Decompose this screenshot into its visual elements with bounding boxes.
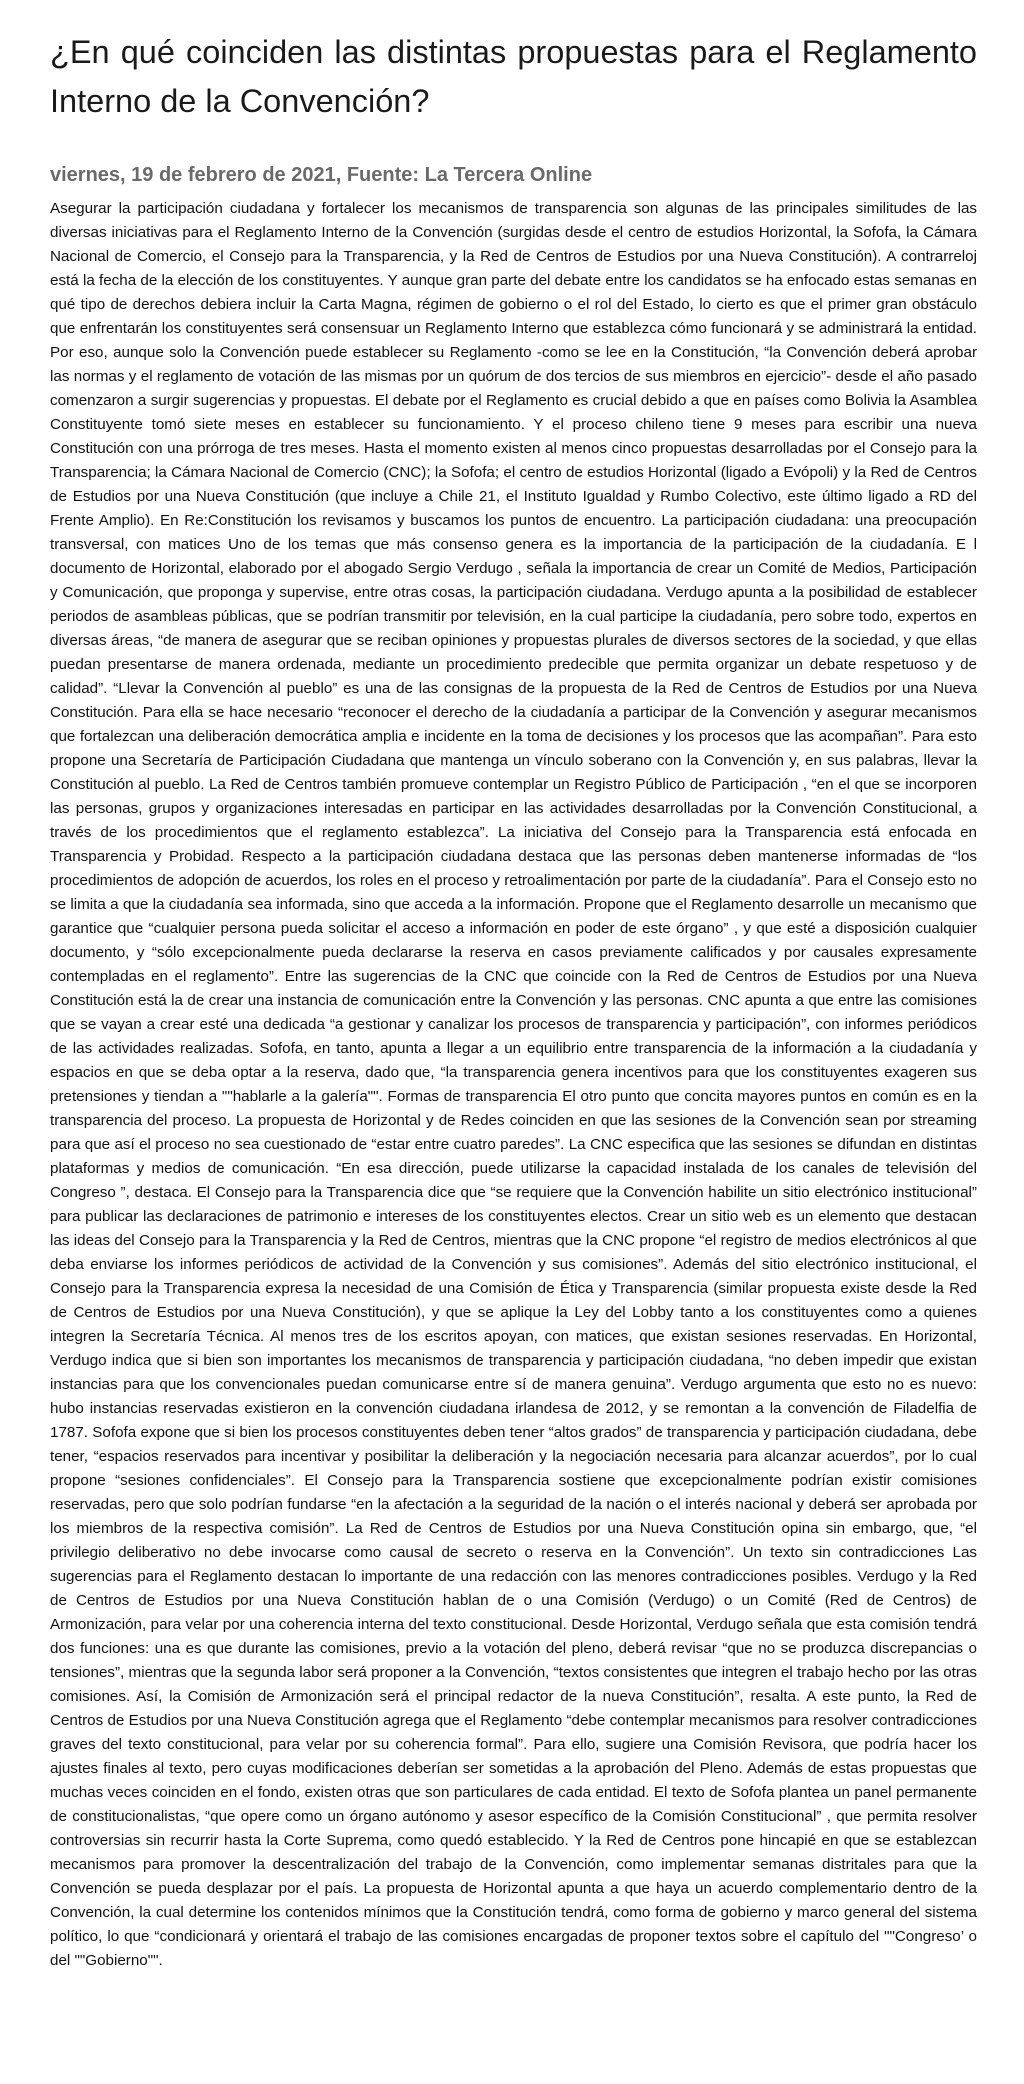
article-title: ¿En qué coinciden las distintas propuestas para el Reglamento Interno de la Convención? xyxy=(50,34,977,119)
article-date-source: viernes, 19 de febrero de 2021, Fuente: La Tercera Online xyxy=(50,164,593,186)
article-body: Asegurar la participación ciudadana y fortalecer los mecanismos de transparencia son algunas de las principales similitudes de las diversas iniciativas para el Reglamento Interno de la Convención (surgidas desde el centro de estudios Horizontal, la Sofofa, la Cámara Nacional de Comercio, el Consejo para la Transparencia, y la Red de Centros de Estudios por una Nueva Constitución). A contrarreloj está la fecha de la elección de los constituyentes. Y aunque gran parte del debate entre los candidatos se ha enfocado estas semanas en qué tipo de derechos debiera incluir la Carta Magna, régimen de gobierno o el rol del Estado, lo cierto es que el primer gran obstáculo que enfrentarán los constituyentes será consensuar un Reglamento Interno que establezca cómo funcionará y se administrará la entidad. Por eso, aunque solo la Convención puede establecer su Reglamento -como se lee en la Constitución, “la Convención deberá aprobar las normas y el reglamento de votación de las mismas por un quórum de dos tercios de sus miembros en ejercicio”- desde el año pasado comenzaron a surgir sugerencias y propuestas. El debate por el Reglamento es crucial debido a que en países como Bolivia la Asamblea Constituyente tomó siete meses en establecer su funcionamiento. Y el proceso chileno tiene 9 meses para escribir una nueva Constitución con una prórroga de tres meses. Hasta el momento existen al menos cinco propuestas desarrolladas por el Consejo para la Transparencia; la Cámara Nacional de Comercio (CNC); la Sofofa; el centro de estudios Horizontal (ligado a Evópoli) y la Red de Centros de Estudios por una Nueva Constitución (que incluye a Chile 21, el Instituto Igualdad y Rumbo Colectivo, este último ligado a RD del Frente Amplio). En Re:Constitución los revisamos y buscamos los puntos de encuentro. La participación ciudadana: una preocupación transversal, con matices Uno de los temas que más consenso genera es la importancia de la participación de la ciudadanía. E l documento de Horizontal, elaborado por el abogado Sergio Verdugo , señala la importancia de crear un Comité de Medios, Participación y Comunicación, que proponga y supervise, entre otras cosas, la participación ciudadana. Verdugo apunta a la posibilidad de establecer periodos de asambleas públicas, que se podrían transmitir por televisión, en la cual participe la ciudadanía, pero sobre todo, expertos en diversas áreas, “de manera de asegurar que se reciban opiniones y propuestas plurales de diversos sectores de la sociedad, y que ellas puedan presentarse de manera ordenada, mediante un procedimiento predecible que permita organizar un debate respetuoso y de calidad”. “Llevar la Convención al pueblo” es una de las consignas de la propuesta de la Red de Centros de Estudios por una Nueva Constitución. Para ella se hace necesario “reconocer el derecho de la ciudadanía a participar de la Convención y asegurar mecanismos que fortalezcan una deliberación democrática amplia e incidente en la toma de decisiones y los procesos que las acompañan”. Para esto propone una Secretaría de Participación Ciudadana que mantenga un vínculo soberano con la Convención y, en sus palabras, llevar la Constitución al pueblo. La Red de Centros también promueve contemplar un Registro Público de Participación , “en el que se incorporen las personas, grupos y organizaciones interesadas en participar en las actividades desarrolladas por la Convención Constitucional, a través de los procedimientos que el reglamento establezca”. La iniciativa del Consejo para la Transparencia está enfocada en Transparencia y Probidad. Respecto a la participación ciudadana destaca que las personas deben mantenerse informadas de “los procedimientos de adopción de acuerdos, los roles en el proceso y retroalimentación por parte de la ciudadanía”. Para el Consejo esto no se limita a que la ciudadanía sea informada, sino que acceda a la información. Propone que el Reglamento desarrolle un mecanismo que garantice que “cualquier persona pueda solicitar el acceso a información en poder de este órgano” , y que esté a disposición cualquier documento, y “sólo excepcionalmente pueda declararse la reserva en casos previamente calificados y por causales expresamente contempladas en el reglamento”. Entre las sugerencias de la CNC que coincide con la Red de Centros de Estudios por una Nueva Constitución está la de crear una instancia de comunicación entre la Convención y las personas. CNC apunta a que entre las comisiones que se vayan a crear esté una dedicada “a gestionar y canalizar los procesos de transparencia y participación”, con informes periódicos de las actividades realizadas. Sofofa, en tanto, apunta a llegar a un equilibrio entre transparencia de la información a la ciudadanía y espacios en que se deba optar a la reserva, dado que, “la transparencia genera incentivos para que los constituyentes exageren sus pretensiones y tiendan a ""hablarle a la galería"". Formas de transparencia El otro punto que concita mayores puntos en común es en la transparencia del proceso. La propuesta de Horizontal y de Redes coinciden en que las sesiones de la Convención sean por streaming para que así el proceso no sea cuestionado de “estar entre cuatro paredes”. La CNC especifica que las sesiones se difundan en distintas plataformas y medios de comunicación. “En esa dirección, puede utilizarse la capacidad instalada de los canales de televisión del Congreso ”, destaca. El Consejo para la Transparencia dice que “se requiere que la Convención habilite un sitio electrónico institucional” para publicar las declaraciones de patrimonio e intereses de los constituyentes electos. Crear un sitio web es un elemento que destacan las ideas del Consejo para la Transparencia y la Red de Centros, mientras que la CNC propone “el registro de medios electrónicos al que deba enviarse los informes periódicos de actividad de la Convención y sus comisiones”. Además del sitio electrónico institucional, el Consejo para la Transparencia expresa la necesidad de una Comisión de Ética y Transparencia (similar propuesta existe desde la Red de Centros de Estudios por una Nueva Constitución), y que se aplique la Ley del Lobby tanto a los constituyentes como a quienes integren la Secretaría Técnica. Al menos tres de los escritos apoyan, con matices, que existan sesiones reservadas. En Horizontal, Verdugo indica que si bien son importantes los mecanismos de transparencia y participación ciudadana, “no deben impedir que existan instancias para que los convencionales puedan comunicarse entre sí de manera genuina”. Verdugo argumenta que esto no es nuevo: hubo instancias reservadas existieron en la convención ciudadana irlandesa de 2012, y se remontan a la convención de Filadelfia de 1787. Sofofa expone que si bien los procesos constituyentes deben tener “altos grados” de transparencia y participación ciudadana, debe tener, “espacios reservados para incentivar y posibilitar la deliberación y la negociación necesaria para alcanzar acuerdos”, por lo cual propone “sesiones confidenciales”. El Consejo para la Transparencia sostiene que excepcionalmente podrían existir comisiones reservadas, pero que solo podrían fundarse “en la afectación a la seguridad de la nación o el interés nacional y deberá ser aprobada por los miembros de la respectiva comisión”. La Red de Centros de Estudios por una Nueva Constitución opina sin embargo, que, “el privilegio deliberativo no debe invocarse como causal de secreto o reserva en la Convención”. Un texto sin contradicciones Las sugerencias para el Reglamento destacan lo importante de una redacción con las menores contradicciones posibles. Verdugo y la Red de Centros de Estudios por una Nueva Constitución hablan de o una Comisión (Verdugo) o un Comité (Red de Centros) de Armonización, para velar por una coherencia interna del texto constitucional. Desde Horizontal, Verdugo señala que esta comisión tendrá dos funciones: una es que durante las comisiones, previo a la votación del pleno, deberá revisar “que no se produzca discrepancias o tensiones”, mientras que la segunda labor será proponer a la Convención, “textos consistentes que integren el trabajo hecho por las otras comisiones. Así, la Comisión de Armonización será el principal redactor de la nueva Constitución”, resalta. A este punto, la Red de Centros de Estudios por una Nueva Constitución agrega que el Reglamento “debe contemplar mecanismos para resolver contradicciones graves del texto constitucional, para velar por su coherencia formal”. Para ello, sugiere una Comisión Revisora, que podría hacer los ajustes finales al texto, pero cuyas modificaciones deberían ser sometidas a la aprobación del Pleno. Además de estas propuestas que muchas veces coinciden en el fondo, existen otras que son particulares de cada entidad. El texto de Sofofa plantea un panel permanente de constitucionalistas, “que opere como un órgano autónomo y asesor específico de la Comisión Constitucional” , que permita resolver controversias sin recurrir hasta la Corte Suprema, como quedó establecido. Y la Red de Centros pone hincapié en que se establezcan mecanismos para promover la descentralización del trabajo de la Convención, como implementar semanas distritales para que la Convención se pueda desplazar por el país. La propuesta de Horizontal apunta a que haya un acuerdo complementario dentro de la Convención, la cual determine los contenidos mínimos que la Constitución tendrá, como forma de gobierno y marco general del sistema político, lo que “condicionará y orientará el trabajo de las comisiones encargadas de proponer textos sobre el capítulo del ""Congreso’ o del ""Gobierno"". xyxy=(50,200,977,1969)
